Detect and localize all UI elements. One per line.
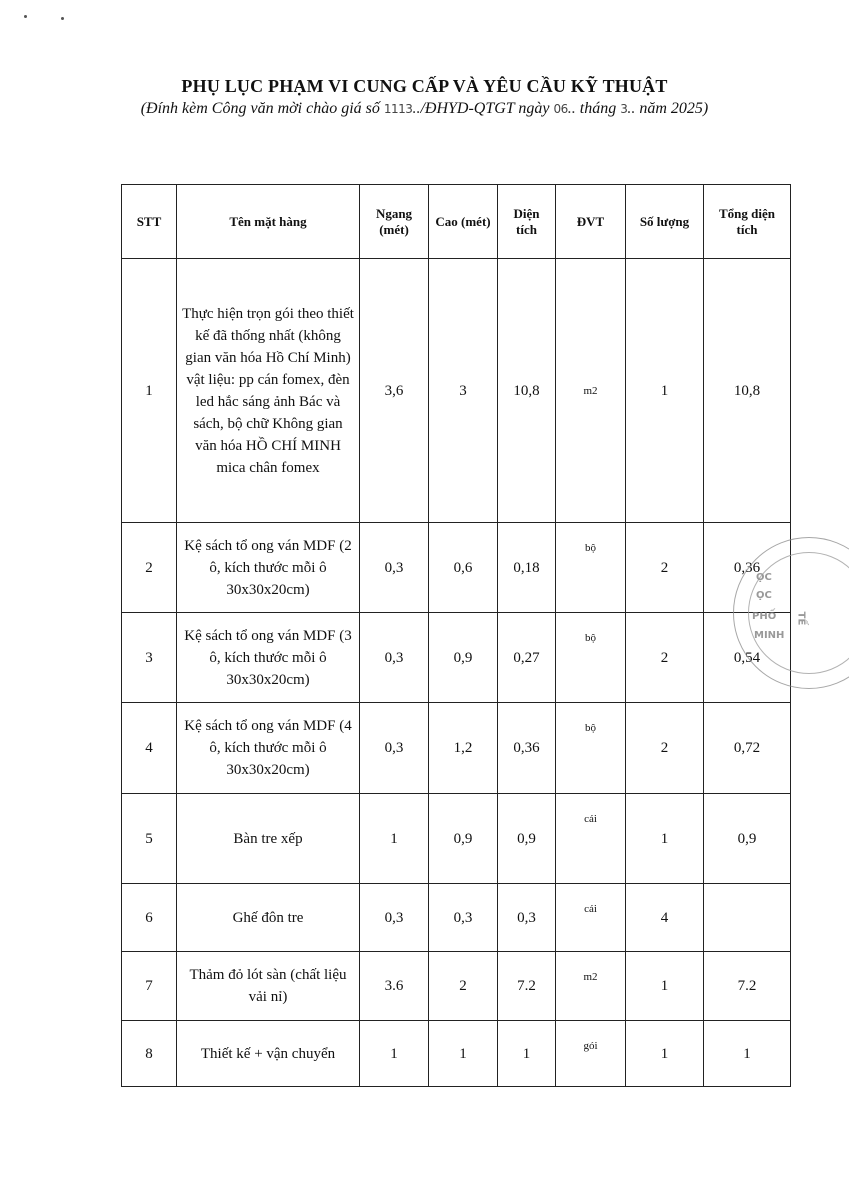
scan-speck [24, 15, 27, 18]
cell-width: 3.6 [360, 952, 429, 1021]
cell-width: 0,3 [360, 884, 429, 952]
cell-item-name: Thảm đỏ lót sàn (chất liệu vải nỉ) [177, 952, 360, 1021]
cell-unit: m2 [556, 259, 626, 523]
seal-text: PHỐ [752, 611, 777, 622]
table-header-row [122, 185, 791, 259]
header-total-area: Tổng diện tích [704, 185, 791, 259]
cell-unit: cái [556, 794, 626, 884]
cell-height: 0,6 [429, 523, 498, 613]
cell-height: 1 [429, 1021, 498, 1087]
cell-height: 1,2 [429, 703, 498, 794]
cell-stt: 6 [122, 884, 177, 952]
scan-speck [61, 17, 64, 20]
cell-total-area: 0,9 [704, 794, 791, 884]
cell-stt: 4 [122, 703, 177, 794]
seal-text: ỌC [756, 572, 772, 583]
cell-unit: cái [556, 884, 626, 952]
dotted-fill: .. [627, 100, 636, 117]
dotted-fill: .. [567, 100, 576, 117]
cell-area: 1 [498, 1021, 556, 1087]
cell-quantity: 1 [626, 794, 704, 884]
cell-quantity: 1 [626, 1021, 704, 1087]
subtitle-text: (Đính kèm Công văn mời chào giá số [140, 100, 384, 117]
header-height: Cao (mét) [429, 185, 498, 259]
dotted-fill: .. [412, 100, 421, 117]
header-width: Ngang (mét) [360, 185, 429, 259]
cell-width: 1 [360, 1021, 429, 1087]
cell-unit: bộ [556, 613, 626, 703]
cell-area: 0,18 [498, 523, 556, 613]
cell-total-area: 0,72 [704, 703, 791, 794]
cell-item-name: Thiết kế + vận chuyển [177, 1021, 360, 1087]
cell-quantity: 2 [626, 523, 704, 613]
header-area: Diện tích [498, 185, 556, 259]
cell-stt: 7 [122, 952, 177, 1021]
cell-total-area: 0,54 [704, 613, 791, 703]
cell-unit: bộ [556, 523, 626, 613]
seal-text: ỌC [756, 590, 772, 601]
cell-item-name: Kệ sách tổ ong ván MDF (2 ô, kích thước mỗi ô 30x30x20cm) [177, 523, 360, 613]
handwritten-month: 3 [620, 102, 628, 116]
cell-total-area: 10,8 [704, 259, 791, 523]
cell-item-name: Ghế đôn tre [177, 884, 360, 952]
header-quantity: Số lượng [626, 185, 704, 259]
header-stt: STT [122, 185, 177, 259]
handwritten-day: 06 [553, 102, 568, 116]
cell-unit: gói [556, 1021, 626, 1087]
subtitle-text: /ĐHYD-QTGT ngày [420, 100, 554, 117]
cell-item-name: Kệ sách tổ ong ván MDF (4 ô, kích thước mỗi ô 30x30x20cm) [177, 703, 360, 794]
cell-quantity: 2 [626, 703, 704, 794]
cell-unit: bộ [556, 703, 626, 794]
cell-quantity: 1 [626, 259, 704, 523]
specification-table [121, 184, 791, 1087]
document-subtitle [0, 100, 849, 118]
cell-total-area [704, 884, 791, 952]
subtitle-text: tháng [575, 100, 621, 117]
header-unit: ĐVT [556, 185, 626, 259]
cell-area: 10,8 [498, 259, 556, 523]
cell-height: 0,9 [429, 794, 498, 884]
table-row [122, 1021, 791, 1087]
cell-width: 0,3 [360, 523, 429, 613]
table-row [122, 703, 791, 794]
table-row [122, 952, 791, 1021]
cell-quantity: 2 [626, 613, 704, 703]
cell-stt: 1 [122, 259, 177, 523]
cell-stt: 3 [122, 613, 177, 703]
cell-width: 0,3 [360, 613, 429, 703]
cell-width: 0,3 [360, 703, 429, 794]
cell-height: 0,3 [429, 884, 498, 952]
cell-total-area: 1 [704, 1021, 791, 1087]
cell-stt: 8 [122, 1021, 177, 1087]
cell-quantity: 4 [626, 884, 704, 952]
cell-stt: 5 [122, 794, 177, 884]
cell-area: 0,36 [498, 703, 556, 794]
table-row [122, 523, 791, 613]
cell-height: 0,9 [429, 613, 498, 703]
cell-area: 7.2 [498, 952, 556, 1021]
cell-width: 1 [360, 794, 429, 884]
cell-total-area: 0,36 [704, 523, 791, 613]
table-row [122, 884, 791, 952]
table-row [122, 613, 791, 703]
cell-item-name: Thực hiện trọn gói theo thiết kế đã thống nhất (không gian văn hóa Hồ Chí Minh) vật liệu: pp cán fomex, đèn led hắc sáng ảnh Bác và sách, bộ chữ Không gian văn hóa HỒ CHÍ MINH mica chân fomex [177, 259, 360, 523]
seal-text: MINH [754, 630, 785, 641]
cell-unit: m2 [556, 952, 626, 1021]
table-row [122, 259, 791, 523]
cell-height: 3 [429, 259, 498, 523]
cell-total-area: 7.2 [704, 952, 791, 1021]
cell-height: 2 [429, 952, 498, 1021]
seal-text: TẾ [795, 611, 807, 626]
subtitle-text: năm 2025) [635, 100, 709, 117]
cell-item-name: Kệ sách tổ ong ván MDF (3 ô, kích thước mỗi ô 30x30x20cm) [177, 613, 360, 703]
cell-quantity: 1 [626, 952, 704, 1021]
cell-stt: 2 [122, 523, 177, 613]
cell-area: 0,9 [498, 794, 556, 884]
cell-area: 0,27 [498, 613, 556, 703]
document-title: PHỤ LỤC PHẠM VI CUNG CẤP VÀ YÊU CẦU KỸ THUẬT [181, 76, 668, 96]
cell-item-name: Bàn tre xếp [177, 794, 360, 884]
cell-width: 3,6 [360, 259, 429, 523]
cell-area: 0,3 [498, 884, 556, 952]
header-item-name: Tên mặt hàng [177, 185, 360, 259]
table-row [122, 794, 791, 884]
handwritten-doc-number: 1113 [383, 102, 413, 116]
